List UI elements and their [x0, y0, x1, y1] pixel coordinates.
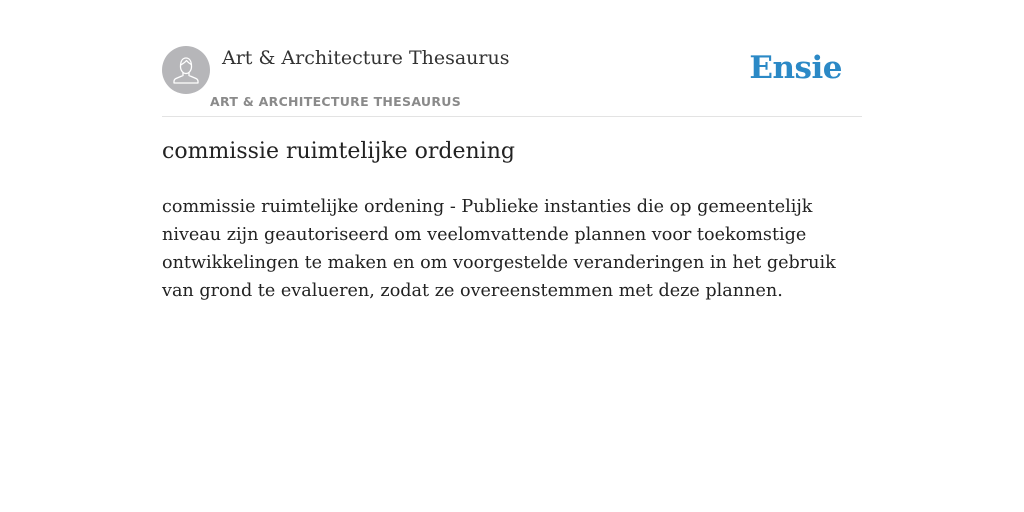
entry-header: [162, 46, 862, 117]
brand-logo[interactable]: Ensie: [749, 50, 842, 86]
author-name[interactable]: Art & Architecture Thesaurus: [222, 47, 510, 69]
avatar[interactable]: [162, 46, 210, 94]
user-outline-icon: [162, 46, 210, 94]
entry-definition: commissie ruimtelijke ordening - Publieke instanties die op gemeentelijk niveau zijn geautoriseerd om veelomvattende plannen voor toekomstige ontwikkelingen te maken en om voorgestelde veranderingen in het gebruik van grond te evalueren, zodat ze overeenstemmen met deze plannen.: [162, 197, 836, 301]
category-label[interactable]: ART & ARCHITECTURE THESAURUS: [210, 94, 462, 109]
entry-title: commissie ruimtelijke ordening: [162, 139, 515, 164]
